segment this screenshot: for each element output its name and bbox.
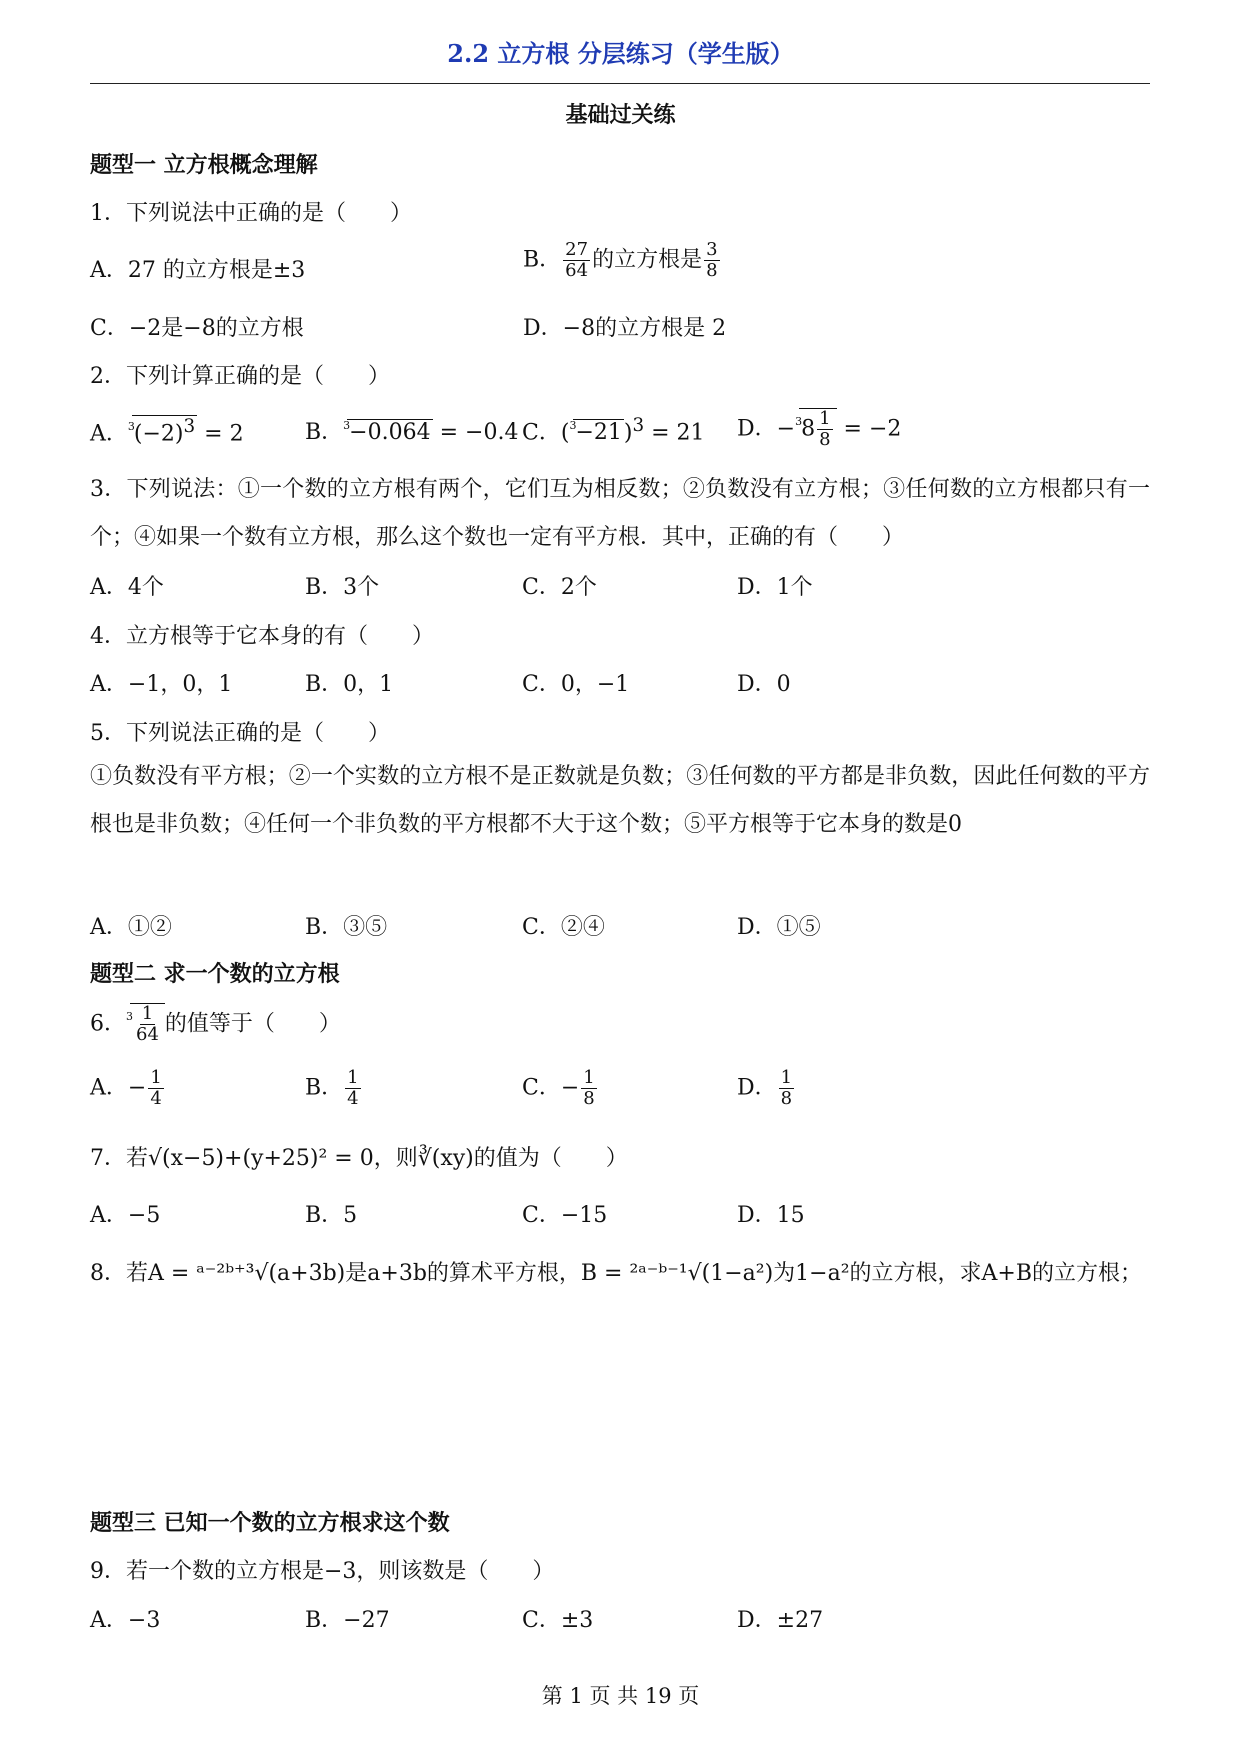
- q2-option-a: A．$^3(-2)^3 = 2$: [90, 416, 244, 447]
- question-8-stem: 8．若A = ᵃ⁻²ᵇ⁺³√(a+3b)是a+3b的算术平方根，B = ²ᵃ⁻ᵇ⁻¹√(1−a²)为1−a²的立方根，求A+B的立方根；: [90, 1261, 1143, 1286]
- question-2-stem: 2．下列计算正确的是（ ）: [90, 364, 390, 389]
- question-9-stem: 9．若一个数的立方根是−3，则该数是（ ）: [90, 1559, 555, 1584]
- q7-option-b: B．5: [305, 1203, 358, 1228]
- q7-option-a: A．−5: [90, 1203, 161, 1228]
- question-4-stem: 4．立方根等于它本身的有（ ）: [90, 624, 434, 649]
- q3-option-c: C．2个: [522, 575, 597, 600]
- q2-option-d: D．−$^3$8 $\frac{1}{8}$ = −2: [737, 408, 902, 450]
- question-6-stem: 6．$^3$ $\frac{1}{64}$ 的值等于（ ）: [90, 1003, 341, 1045]
- q5-option-b: B．③⑤: [305, 915, 388, 940]
- q9-option-c: C．±3: [522, 1608, 594, 1633]
- type-heading-3: 题型三 已知一个数的立方根求这个数: [90, 1510, 450, 1536]
- q1-b-fraction-1: $\frac{27}{64}$: [565, 239, 589, 281]
- q9-option-b: B．−27: [305, 1608, 390, 1633]
- q2-option-b: B．$^3$−0.064 = −0.4: [305, 419, 519, 445]
- q5-option-a: A．①②: [90, 915, 172, 940]
- q7-option-c: C．−15: [522, 1203, 608, 1228]
- q5-option-d: D．①⑤: [737, 915, 821, 940]
- q6-option-b: B． $\frac{1}{4}$: [305, 1067, 359, 1109]
- q3-option-d: D．1个: [737, 575, 813, 600]
- q7-option-d: D．15: [737, 1203, 805, 1228]
- question-5-body: ①负数没有平方根；②一个实数的立方根不是正数就是负数；③任何数的平方都是非负数，因此任何数的平方根也是非负数；④任何一个非负数的平方根都不大于这个数；⑤平方根等于它本身的数是0: [90, 764, 1150, 837]
- title-divider: [90, 83, 1150, 84]
- page-footer: 第 1 页 共 19 页: [541, 1684, 700, 1708]
- page-title: 2.2 立方根 分层练习（学生版）: [447, 39, 794, 68]
- type-heading-2: 题型二 求一个数的立方根: [90, 961, 340, 987]
- q4-option-a: A．−1，0，1: [90, 672, 233, 697]
- q4-option-b: B．0，1: [305, 672, 394, 697]
- q2-option-c: C．$(^3-21)^3 = 21$: [522, 415, 705, 446]
- q6-option-d: D． $\frac{1}{8}$: [737, 1067, 793, 1109]
- question-1-stem: 1．下列说法中正确的是（ ）: [90, 201, 412, 226]
- q4-option-d: D．0: [737, 672, 791, 697]
- question-7-stem: 7．若√(x−5)+(y+25)² = 0，则∛(xy)的值为（ ）: [90, 1146, 628, 1171]
- question-5-stem: 5．下列说法正确的是（ ）: [90, 721, 390, 746]
- q9-option-d: D．±27: [737, 1608, 824, 1633]
- q4-option-c: C．0，−1: [522, 672, 630, 697]
- q1-option-b: B． $\frac{27}{64}$ 的立方根是 $\frac{3}{8}$: [523, 239, 718, 281]
- q1-option-c: C．−2是−8的立方根: [90, 316, 304, 341]
- q1-option-d: D．−8的立方根是 2: [523, 316, 727, 341]
- section-title: 基础过关练: [565, 102, 676, 128]
- q1-b-fraction-2: $\frac{3}{8}$: [706, 239, 718, 281]
- q3-option-a: A．4个: [90, 575, 164, 600]
- type-heading-1: 题型一 立方根概念理解: [90, 152, 318, 178]
- q5-option-c: C．②④: [522, 915, 605, 940]
- q9-option-a: A．−3: [90, 1608, 161, 1633]
- q6-option-a: A．− $\frac{1}{4}$: [90, 1067, 162, 1109]
- question-3-stem: 3．下列说法：①一个数的立方根有两个，它们互为相反数；②负数没有立方根；③任何数的立方根都只有一个；④如果一个数有立方根，那么这个数也一定有平方根．其中，正确的有（ ）: [90, 477, 1150, 550]
- q6-option-c: C．− $\frac{1}{8}$: [522, 1067, 595, 1109]
- q3-option-b: B．3个: [305, 575, 380, 600]
- q1-option-a: A．27 的立方根是±3: [90, 258, 306, 283]
